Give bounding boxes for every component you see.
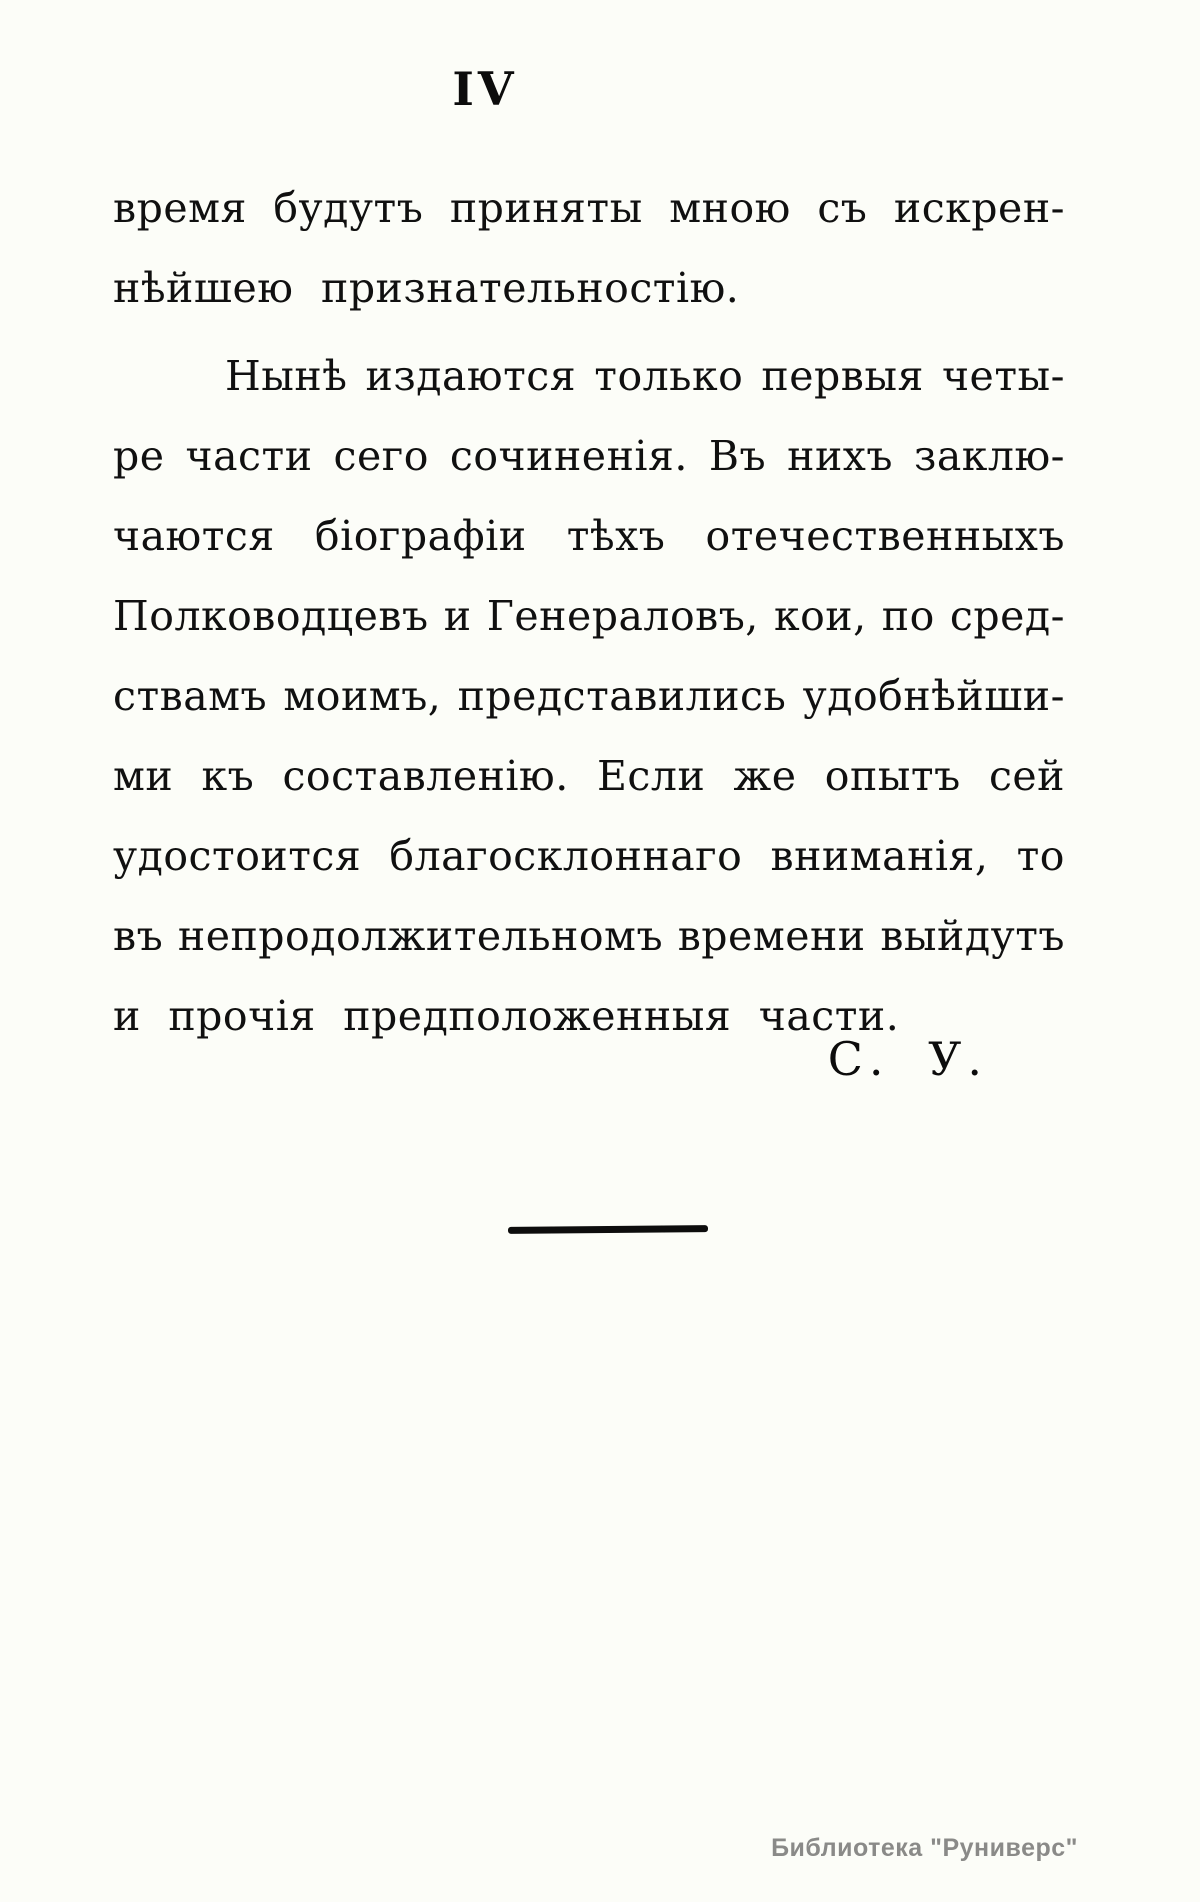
text-line: ми къ составленію. Если же опытъ сей	[113, 752, 1065, 800]
text-line: время будутъ приняты мною съ искрен-	[113, 184, 1065, 232]
text-line: Нынѣ издаются только первыя четы-	[225, 352, 1065, 400]
text-line: удостоится благосклоннаго вниманія, то	[113, 832, 1065, 880]
author-initials: С. У.	[827, 1032, 988, 1086]
library-watermark: Библиотека "Руниверс"	[771, 1834, 1078, 1862]
text-line: Полководцевъ и Генераловъ, кои, по сред-	[113, 592, 1065, 640]
text-line: ствамъ моимъ, представились удобнѣйши-	[113, 672, 1065, 720]
section-divider-rule	[508, 1225, 708, 1234]
text-line: въ непродолжительномъ времени выйдутъ	[113, 912, 1065, 960]
text-line: ре части сего сочиненія. Въ нихъ заклю-	[113, 432, 1065, 480]
page-number: IV	[452, 62, 518, 116]
text-line: чаются біографіи тѣхъ отечественныхъ	[113, 512, 1065, 560]
text-line: и прочія предположенныя части.	[113, 992, 900, 1040]
text-line: нѣйшею признательностію.	[113, 264, 740, 312]
paragraph	[113, 168, 1065, 328]
paragraph	[113, 336, 1065, 1056]
page-body-text	[113, 168, 1065, 1056]
